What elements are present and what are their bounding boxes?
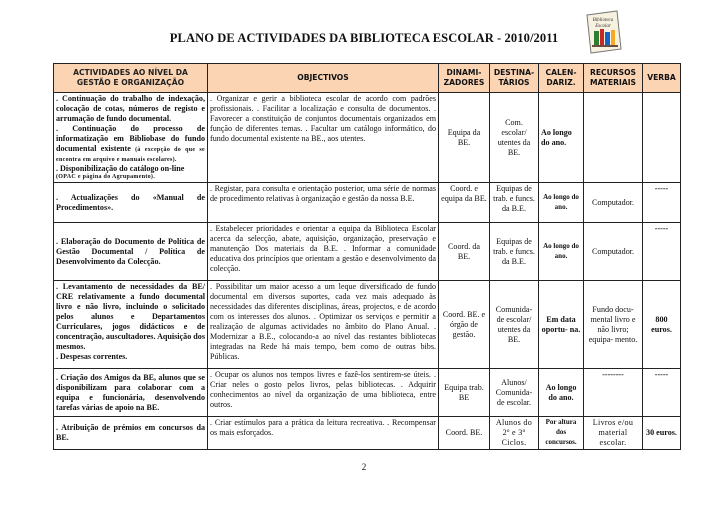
verba-cell: ----- [643,183,681,223]
verba-cell: 30 euros. [643,417,681,450]
svg-text:Biblioteca: Biblioteca [592,18,614,23]
header-verba: VERBA [643,64,681,93]
library-logo [583,9,625,55]
recursos-cell: Livros e/ou material escolar. [584,417,643,450]
activity-text: . Disponibilização do catálogo on-line [56,163,185,173]
calendarizacao-cell: Ao longo do ano. [539,223,584,281]
header-objectives: OBJECTIVOS [208,64,439,93]
header-recursos: RECURSOS MATERIAIS [584,64,643,93]
activity-cell: . Criação dos Amigos da BE, alunos que se disponibilizam para colaborar com a equipa e funcionária, desenvolvendo tarefas várias de apoio na BE. [54,369,208,417]
destinatarios-cell: Equipas de trab. e funcs. da B.E. [490,183,539,223]
header-activities: ACTIVIDADES AO NÍVEL DA GESTÃO E ORGANIZAÇÃO [54,64,208,93]
verba-cell: 800 euros. [643,281,681,369]
calendarizacao-cell: Ao longo do ano. [539,369,584,417]
activity-cell: . Actualizações do «Manual de Procedimentos». [54,183,208,223]
table-row [54,183,681,223]
svg-text:Escolar: Escolar [595,24,611,29]
destinatarios-cell: Alunos do 2º e 3º Ciclos. [490,417,539,450]
calendarizacao-cell: Ao longo do ano. [539,93,584,183]
dinamizadores-cell: Coord. BE. e órgão de gestão. [439,281,490,369]
activities-plan-table [53,63,681,450]
table-row [54,417,681,450]
objectives-cell: . Criar estímulos para a prática da leitura recreativa. . Recompensar os mais esforçados. [208,417,439,450]
page-number: 2 [361,462,367,472]
objectives-cell: . Estabelecer prioridades e orientar a equipa da Biblioteca Escolar acerca da selecção, abate, aquisição, organização, preservação e manutenção Dos materiais da B.E. . Informar a comunidade educativa dos princípios que orientam a gestão e desenvolvimento da colecção. [208,223,439,281]
activity-cell [54,93,208,183]
activity-text: . Despesas correntes. [56,351,128,361]
page-title: PLANO DE ACTIVIDADES DA BIBLIOTECA ESCOLAR - 2010/2011 [169,31,559,45]
destinatarios-cell: Com. escolar/ utentes da BE. [490,93,539,183]
recursos-cell: -------- [584,369,643,417]
dinamizadores-cell: Coord. e equipa da BE. [439,183,490,223]
activity-text: . Continuação do trabalho de indexação, colocação de cotas, números de registo e arrumação de fundo documental. [56,94,205,123]
activity-cell: . Atribuição de prémios em concursos da BE. [54,417,208,450]
recursos-cell [584,93,643,183]
table-row [54,281,681,369]
header-dinamizadores: DINAMI- ZADORES [439,64,490,93]
calendarizacao-cell: Em data oportu- na. [539,281,584,369]
destinatarios-cell: Comunida- de escolar/ utentes da BE. [490,281,539,369]
calendarizacao-cell: Por altura dos concursos. [539,417,584,450]
activity-cell [54,281,208,369]
header-destinatarios: DESTINA- TÁRIOS [490,64,539,93]
table-header-row [54,64,681,93]
table-row [54,223,681,281]
verba-cell: ----- [643,369,681,417]
calendarizacao-cell: Ao longo do ano. [539,183,584,223]
objectives-cell: . Ocupar os alunos nos tempos livres e fazê-los sentirem-se úteis. . Criar neles o gosto pelos livros, pelas bibliotecas. . Adquirir conhecimentos ao nível da organização de uma biblioteca, entre outros. [208,369,439,417]
header-calendarizacao: CALEN- DARIZ. [539,64,584,93]
activity-text: . Continuação do processo de informatização em Bibliobase do fundo documental existente (à excepção do que se encontra em arquivo e manuais escolares). [56,123,205,163]
recursos-cell: Computador. [584,223,643,281]
dinamizadores-cell: Equipa da BE. [439,93,490,183]
destinatarios-cell: Equipas de trab. e funcs. da B.E. [490,223,539,281]
table-row [54,369,681,417]
verba-cell: ----- [643,223,681,281]
recursos-cell: Computador. [584,183,643,223]
dinamizadores-cell: Equipa trab. BE [439,369,490,417]
objectives-cell: . Registar, para consulta e orientação posterior, uma série de normas de procedimento relativas à organização e gestão da nossa B.E. [208,183,439,223]
recursos-cell: Fundo docu- mental livro e não livro; equipa- mento. [584,281,643,369]
activity-note: (à excepção do que se encontra em arquivo e manuais escolares). [56,146,205,163]
objectives-cell: . Organizar e gerir a biblioteca escolar de acordo com padrões profissionais. . Facilitar a localização e consulta de documentos. . Favorecer a constituição de conjuntos documentais organizados em função de diferentes temas. . Facultar um catálogo informático, do fundo documental existente na BE., aos utentes. [208,93,439,183]
table-row [54,93,681,183]
destinatarios-cell: Alunos/ Comunida- de escolar. [490,369,539,417]
objectives-cell: . Possibilitar um maior acesso a um leque diversificado de fundo documental em diversos suportes, cada vez mais adequado às necessidades das diferentes disciplinas, áreas, projectos, e de acordo com os interesses dos alunos. . Optimizar os serviços e permitir a realização de algumas actividades no âmbito do Plano Anual. . Modernizar a B.E., colocando-a ao nível das restantes bibliotecas integradas na Rede há mais tempo, bem como de outras bibs. Públicas. [208,281,439,369]
activity-note: (OPAC e página do Agrupamento). [56,174,156,181]
dinamizadores-cell: Coord. da BE. [439,223,490,281]
activity-cell: . Elaboração do Documento de Política de Gestão Documental / Política de Desenvolvimento da Colecção. [54,223,208,281]
dinamizadores-cell: Coord. BE. [439,417,490,450]
verba-cell [643,93,681,183]
activity-text: . Levantamento de necessidades da BE/ CRE relativamente a fundo documental livro e não livro, incluindo o solicitado pelos alunos e Departamentos Curriculares, jogos didácticos e de concentração, auscultadores. Aquisição dos mesmos. [56,282,205,351]
